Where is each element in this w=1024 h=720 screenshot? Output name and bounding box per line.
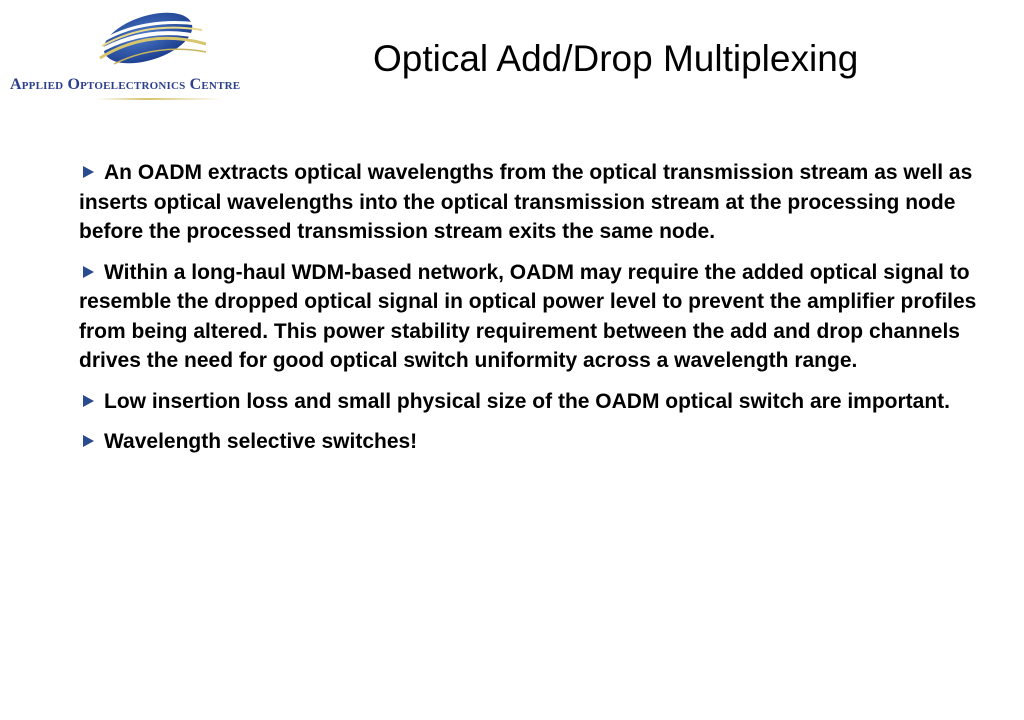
bullet-item: [79, 258, 979, 376]
bullet-text: An OADM extracts optical wavelengths from the optical transmission stream as well as inserts optical wavelengths into the optical transmission stream at the processing node before the processed transmission stream exits the same node.: [79, 161, 973, 243]
bullet-text: Low insertion loss and small physical size of the OADM optical switch are important.: [104, 389, 950, 413]
logo-divider: [96, 98, 222, 100]
bullet-item: [79, 387, 979, 417]
bullet-item: [79, 427, 979, 457]
triangle-right-icon: [83, 166, 94, 178]
triangle-right-icon: [83, 395, 94, 407]
bullet-text: Within a long-haul WDM-based network, OADM may require the added optical signal to resemble the dropped optical signal in optical power level to prevent the amplifier profiles from being altered. This power stability requirement between the add and drop channels drives the need for good optical switch uniformity across a wavelength range.: [79, 260, 977, 372]
bullet-item: [79, 158, 979, 247]
slide-title: Optical Add/Drop Multiplexing: [373, 38, 859, 79]
triangle-right-icon: [83, 435, 94, 447]
logo: [8, 6, 288, 106]
bullet-list: [79, 158, 979, 468]
bullet-text: Wavelength selective switches!: [104, 430, 418, 453]
logo-emblem-icon: [94, 6, 212, 74]
triangle-right-icon: [83, 266, 94, 278]
logo-text: Applied Optoelectronics Centre: [10, 76, 241, 93]
